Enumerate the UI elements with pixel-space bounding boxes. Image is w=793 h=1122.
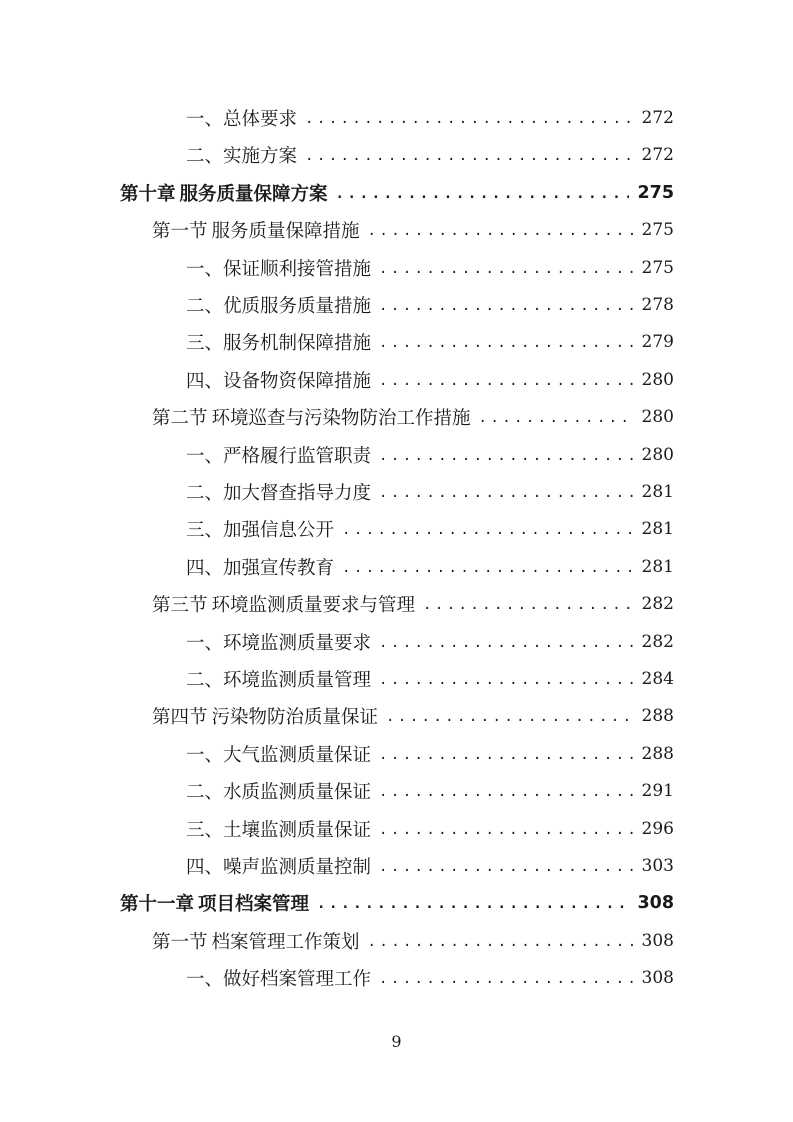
toc-entry-number: 第十一章 <box>120 894 195 916</box>
toc-section-entry[interactable] <box>152 215 674 245</box>
toc-chapter-entry[interactable] <box>120 888 674 918</box>
toc-entry-text: 保证顺利接管措施 <box>223 258 372 280</box>
dot-leader <box>336 179 630 209</box>
toc-section-entry[interactable] <box>152 402 674 432</box>
dot-leader <box>379 478 634 508</box>
toc-page-number: 275 <box>641 257 674 278</box>
toc-entry-text: 加强宣传教育 <box>223 557 335 579</box>
dot-leader <box>368 927 634 957</box>
toc-entry-number: 三、 <box>186 520 224 542</box>
toc-item-entry[interactable] <box>186 664 674 694</box>
toc-entry-text: 项目档案管理 <box>198 894 310 916</box>
toc-entry-title <box>186 105 297 131</box>
dot-leader <box>305 104 634 134</box>
toc-entry-number: 第十章 <box>120 183 176 205</box>
dot-leader <box>305 141 634 171</box>
toc-entry-number: 一、 <box>186 109 224 130</box>
toc-entry-title <box>152 591 415 617</box>
dot-leader <box>423 590 634 620</box>
toc-page-number: 280 <box>641 407 674 428</box>
toc-page-number: 282 <box>641 594 674 615</box>
dot-leader <box>379 815 634 845</box>
toc-page-number: 284 <box>641 669 674 689</box>
toc-entry-text: 噪声监测质量控制 <box>223 857 372 878</box>
toc-entry-text: 设备物资保障措施 <box>223 370 372 392</box>
toc-entry-text: 环境巡查与污染物防治工作措施 <box>211 408 471 430</box>
toc-entry-number: 二、 <box>186 670 224 691</box>
toc-page-number: 280 <box>641 444 674 465</box>
toc-entry-text: 环境监测质量要求与管理 <box>211 595 416 617</box>
dot-leader <box>379 366 634 396</box>
toc-entry-title <box>120 180 328 206</box>
toc-entry-title <box>152 404 471 430</box>
toc-entry-number: 第二节 <box>152 408 208 430</box>
toc-page-number: 288 <box>641 706 674 727</box>
toc-page-number: 275 <box>637 182 674 203</box>
toc-entry-title <box>186 965 371 991</box>
toc-entry-number: 四、 <box>186 857 224 878</box>
toc-item-entry[interactable] <box>186 963 674 993</box>
toc-entry-title <box>186 816 371 842</box>
toc-entry-number: 一、 <box>186 258 224 280</box>
toc-entry-text: 实施方案 <box>223 146 298 168</box>
toc-entry-title <box>186 853 371 879</box>
toc-entry-title <box>186 292 371 318</box>
toc-page-number: 303 <box>641 856 674 876</box>
toc-section-entry[interactable] <box>152 701 674 731</box>
toc-item-entry[interactable] <box>186 103 674 133</box>
toc-entry-text: 严格履行监管职责 <box>223 445 372 467</box>
toc-entry-text: 加大督查指导力度 <box>223 483 372 504</box>
dot-leader <box>386 702 634 732</box>
dot-leader <box>317 889 629 919</box>
toc-page-number: 282 <box>641 631 674 652</box>
toc-item-entry[interactable] <box>186 851 674 881</box>
toc-entry-number: 三、 <box>186 819 224 841</box>
toc-item-entry[interactable] <box>186 440 674 470</box>
toc-entry-number: 二、 <box>186 483 224 504</box>
toc-page-number: 308 <box>641 968 674 989</box>
toc-section-entry[interactable] <box>152 589 674 619</box>
toc-item-entry[interactable] <box>186 253 674 283</box>
toc-item-entry[interactable] <box>186 477 674 507</box>
toc-item-entry[interactable] <box>186 140 674 170</box>
toc-entry-text: 大气监测质量保证 <box>223 744 372 766</box>
toc-item-entry[interactable] <box>186 514 674 544</box>
toc-item-entry[interactable] <box>186 552 674 582</box>
toc-entry-title <box>186 142 297 168</box>
dot-leader <box>379 291 634 321</box>
toc-entry-text: 水质监测质量保证 <box>223 782 372 804</box>
toc-entry-title <box>186 367 371 393</box>
toc-entry-text: 档案管理工作策划 <box>211 931 360 953</box>
toc-item-entry[interactable] <box>186 776 674 806</box>
toc-entry-text: 总体要求 <box>223 109 298 130</box>
toc-entry-number: 一、 <box>186 445 224 467</box>
toc-entry-number: 一、 <box>186 632 224 654</box>
toc-entry-number: 三、 <box>186 333 224 355</box>
toc-entry-text: 优质服务质量措施 <box>223 296 372 317</box>
toc-item-entry[interactable] <box>186 290 674 320</box>
toc-page-number: 272 <box>641 108 674 128</box>
toc-item-entry[interactable] <box>186 365 674 395</box>
toc-item-entry[interactable] <box>186 327 674 357</box>
toc-item-entry[interactable] <box>186 814 674 844</box>
toc-page-number: 279 <box>641 332 674 353</box>
toc-chapter-entry[interactable] <box>120 178 674 208</box>
dot-leader <box>342 553 634 583</box>
toc-entry-title <box>186 479 371 505</box>
toc-page-number: 280 <box>641 369 674 390</box>
toc-entry-title <box>186 778 371 804</box>
toc-page-number: 288 <box>641 743 674 764</box>
toc-entry-number: 第三节 <box>152 595 208 617</box>
dot-leader <box>379 964 634 994</box>
dot-leader <box>379 777 634 807</box>
toc-entry-title <box>186 329 371 355</box>
dot-leader <box>379 628 634 658</box>
dot-leader <box>379 665 634 695</box>
dot-leader <box>379 328 634 358</box>
toc-page-number: 281 <box>641 556 674 577</box>
toc-page-number: 308 <box>637 893 674 914</box>
dot-leader <box>368 216 634 246</box>
dot-leader <box>379 441 634 471</box>
dot-leader <box>379 740 634 770</box>
toc-entry-text: 土壤监测质量保证 <box>223 819 372 841</box>
toc-page-number: 308 <box>641 930 674 951</box>
toc-entry-text: 做好档案管理工作 <box>223 969 372 991</box>
toc-page-number: 281 <box>641 482 674 502</box>
toc-entry-text: 加强信息公开 <box>223 520 335 542</box>
toc-entry-text: 服务质量保障措施 <box>211 221 360 243</box>
page-number: 9 <box>391 1032 402 1051</box>
toc-entry-title <box>186 741 371 767</box>
toc-entry-title <box>186 516 334 542</box>
toc-entry-title <box>186 666 371 692</box>
toc-entry-title <box>152 703 378 729</box>
toc-item-entry[interactable] <box>186 627 674 657</box>
toc-section-entry[interactable] <box>152 926 674 956</box>
toc-entry-number: 二、 <box>186 146 224 168</box>
toc-page-number: 275 <box>641 220 674 241</box>
dot-leader <box>379 852 634 882</box>
dot-leader <box>379 254 634 284</box>
toc-entry-title <box>152 928 360 954</box>
toc-entry-number: 第一节 <box>152 221 208 243</box>
toc-page-number: 278 <box>641 295 674 315</box>
toc-entry-title <box>152 217 360 243</box>
toc-entry-number: 二、 <box>186 296 224 317</box>
toc-entry-number: 一、 <box>186 969 224 991</box>
toc-page-number: 272 <box>641 145 674 166</box>
toc-entry-number: 四、 <box>186 557 224 579</box>
toc-entry-text: 环境监测质量要求 <box>223 632 372 654</box>
toc-item-entry[interactable] <box>186 739 674 769</box>
toc-entry-text: 服务质量保障方案 <box>179 183 328 205</box>
toc-entry-number: 四、 <box>186 370 224 392</box>
toc-entry-number: 第一节 <box>152 931 208 953</box>
toc-page-number: 291 <box>641 781 674 802</box>
toc-page-number: 281 <box>641 519 674 540</box>
toc-entry-title <box>186 554 334 580</box>
toc-entry-number: 一、 <box>186 744 224 766</box>
toc-entry-text: 服务机制保障措施 <box>223 333 372 355</box>
toc-entry-text: 环境监测质量管理 <box>223 670 372 691</box>
toc-entry-title <box>120 890 309 916</box>
toc-page-number: 296 <box>641 818 674 839</box>
toc-entry-title <box>186 255 371 281</box>
dot-leader <box>342 515 634 545</box>
toc-entry-title <box>186 629 371 655</box>
toc-entry-number: 二、 <box>186 782 224 804</box>
dot-leader <box>479 403 634 433</box>
toc-entry-text: 污染物防治质量保证 <box>211 707 379 729</box>
toc-entry-title <box>186 442 371 468</box>
toc-entry-number: 第四节 <box>152 707 208 729</box>
